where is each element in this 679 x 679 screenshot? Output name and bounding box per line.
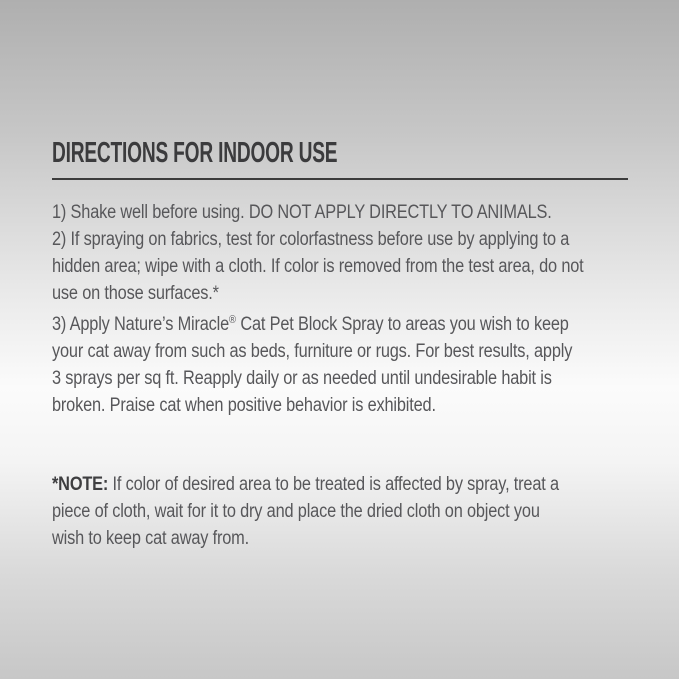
direction-step-2-line-1: 2) If spraying on fabrics, test for colorfastness before use by applying to a (52, 229, 570, 250)
direction-step-3-line-4: broken. Praise cat when positive behavior is exhibited. (52, 395, 436, 416)
step-3-product-text: Cat Pet Block Spray to areas you wish to keep (236, 314, 569, 335)
note-line-3: wish to keep cat away from. (52, 528, 249, 549)
note-body-text: If color of desired area to be treated is affected by spray, treat a (108, 474, 559, 495)
note-line-2: piece of cloth, wait for it to dry and place the dried cloth on object you (52, 501, 540, 522)
direction-step-3-line-1 (52, 307, 584, 338)
note-text (52, 471, 559, 552)
direction-step-2-line-2: hidden area; wipe with a cloth. If color is removed from the test area, do not (52, 256, 584, 277)
directions-text (52, 199, 584, 419)
title-divider (52, 178, 628, 180)
registered-trademark-icon: ® (229, 314, 237, 326)
direction-step-3-line-3: 3 sprays per sq ft. Reapply daily or as needed until undesirable habit is (52, 368, 552, 389)
direction-step-2-line-3: use on those surfaces.* (52, 283, 219, 304)
direction-step-3-line-2: your cat away from such as beds, furniture or rugs. For best results, apply (52, 341, 573, 362)
note-line-1 (52, 471, 559, 498)
direction-step-1: 1) Shake well before using. DO NOT APPLY DIRECTLY TO ANIMALS. (52, 202, 552, 223)
step-3-brand-text: 3) Apply Nature’s Miracle (52, 314, 230, 335)
section-title: DIRECTIONS FOR INDOOR USE (52, 137, 338, 169)
note-label: *NOTE: (52, 474, 109, 495)
